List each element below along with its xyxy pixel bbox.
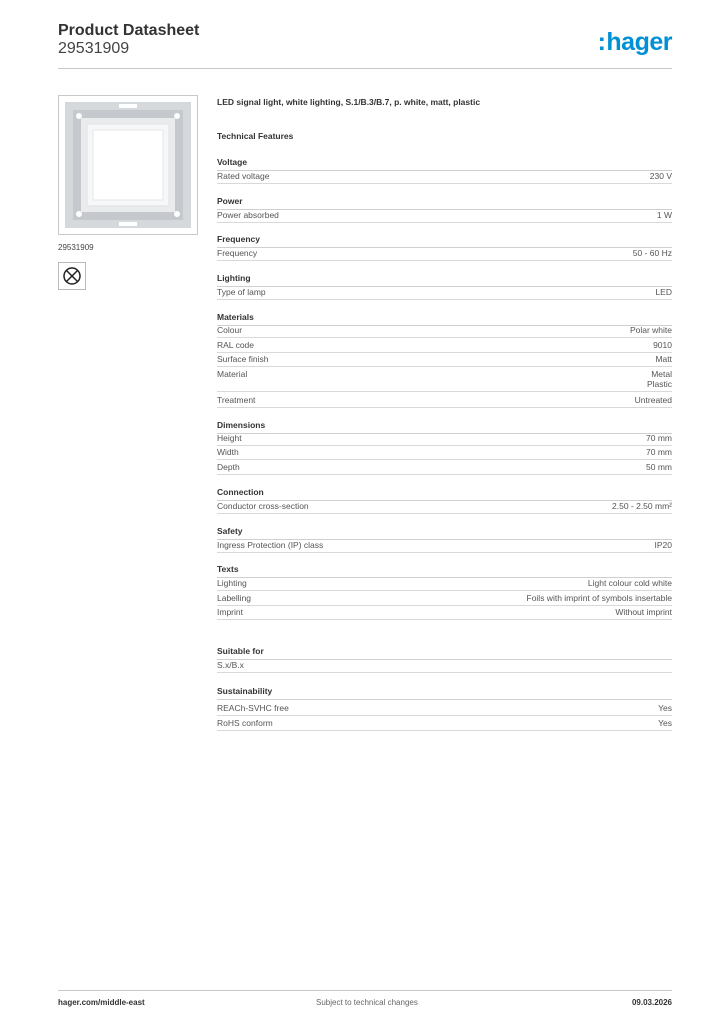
product-image [58,95,198,235]
footer-website-link[interactable]: hager.com/middle-east [58,998,145,1007]
spec-row: Lighting Light colour cold white [217,578,672,591]
spec-row: S.x/B.x [217,660,672,673]
spec-row: Ingress Protection (IP) class IP20 [217,540,672,553]
spec-row: REACh-SVHC free Yes [217,703,672,716]
section-texts-title: Texts [217,564,672,578]
spec-row: Labelling Foils with imprint of symbols insertable [217,593,672,606]
header [58,20,672,70]
hager-logo[interactable]: :hager [597,28,672,56]
spec-row: Height 70 mm [217,433,672,446]
spec-row: Depth 50 mm [217,462,672,475]
spec-row: RAL code 9010 [217,340,672,353]
spec-row: Imprint Without imprint [217,607,672,620]
section-suitable-title: Suitable for [217,646,672,660]
spec-row: Frequency 50 - 60 Hz [217,248,672,261]
spec-row: Rated voltage 230 V [217,171,672,184]
spec-row: Conductor cross-section 2.50 - 2.50 mm² [217,501,672,514]
section-connection-title: Connection [217,487,672,501]
section-dimensions-title: Dimensions [217,420,672,434]
lamp-symbol-icon [58,262,86,290]
footer-date: 09.03.2026 [631,998,672,1007]
spec-row: Treatment Untreated [217,395,672,408]
spec-row: Type of lamp LED [217,287,672,300]
section-frequency-title: Frequency [217,234,672,248]
product-code: 29531909 [58,40,130,57]
spec-row: Surface finish Matt [217,354,672,367]
technical-features-heading: Technical Features [217,131,294,141]
logo-text: hager [606,28,672,56]
spec-row: Colour Polar white [217,325,672,338]
footer-divider [58,990,672,991]
image-caption: 29531909 [58,243,94,252]
section-materials-title: Materials [217,312,672,326]
section-lighting-title: Lighting [217,273,672,287]
header-divider [58,68,672,69]
section-sustainability-title: Sustainability [217,686,672,700]
spec-row: Material Metal Plastic [217,369,672,392]
footer-disclaimer: Subject to technical changes [316,998,418,1007]
section-voltage-title: Voltage [217,157,672,171]
section-power-title: Power [217,196,672,210]
spec-row: RoHS conform Yes [217,718,672,731]
product-title: LED signal light, white lighting, S.1/B.3/B.7, p. white, matt, plastic [217,97,481,107]
spec-row: Power absorbed 1 W [217,210,672,223]
section-safety-title: Safety [217,526,672,540]
page-title: Product Datasheet [58,22,200,39]
spec-row: Width 70 mm [217,447,672,460]
